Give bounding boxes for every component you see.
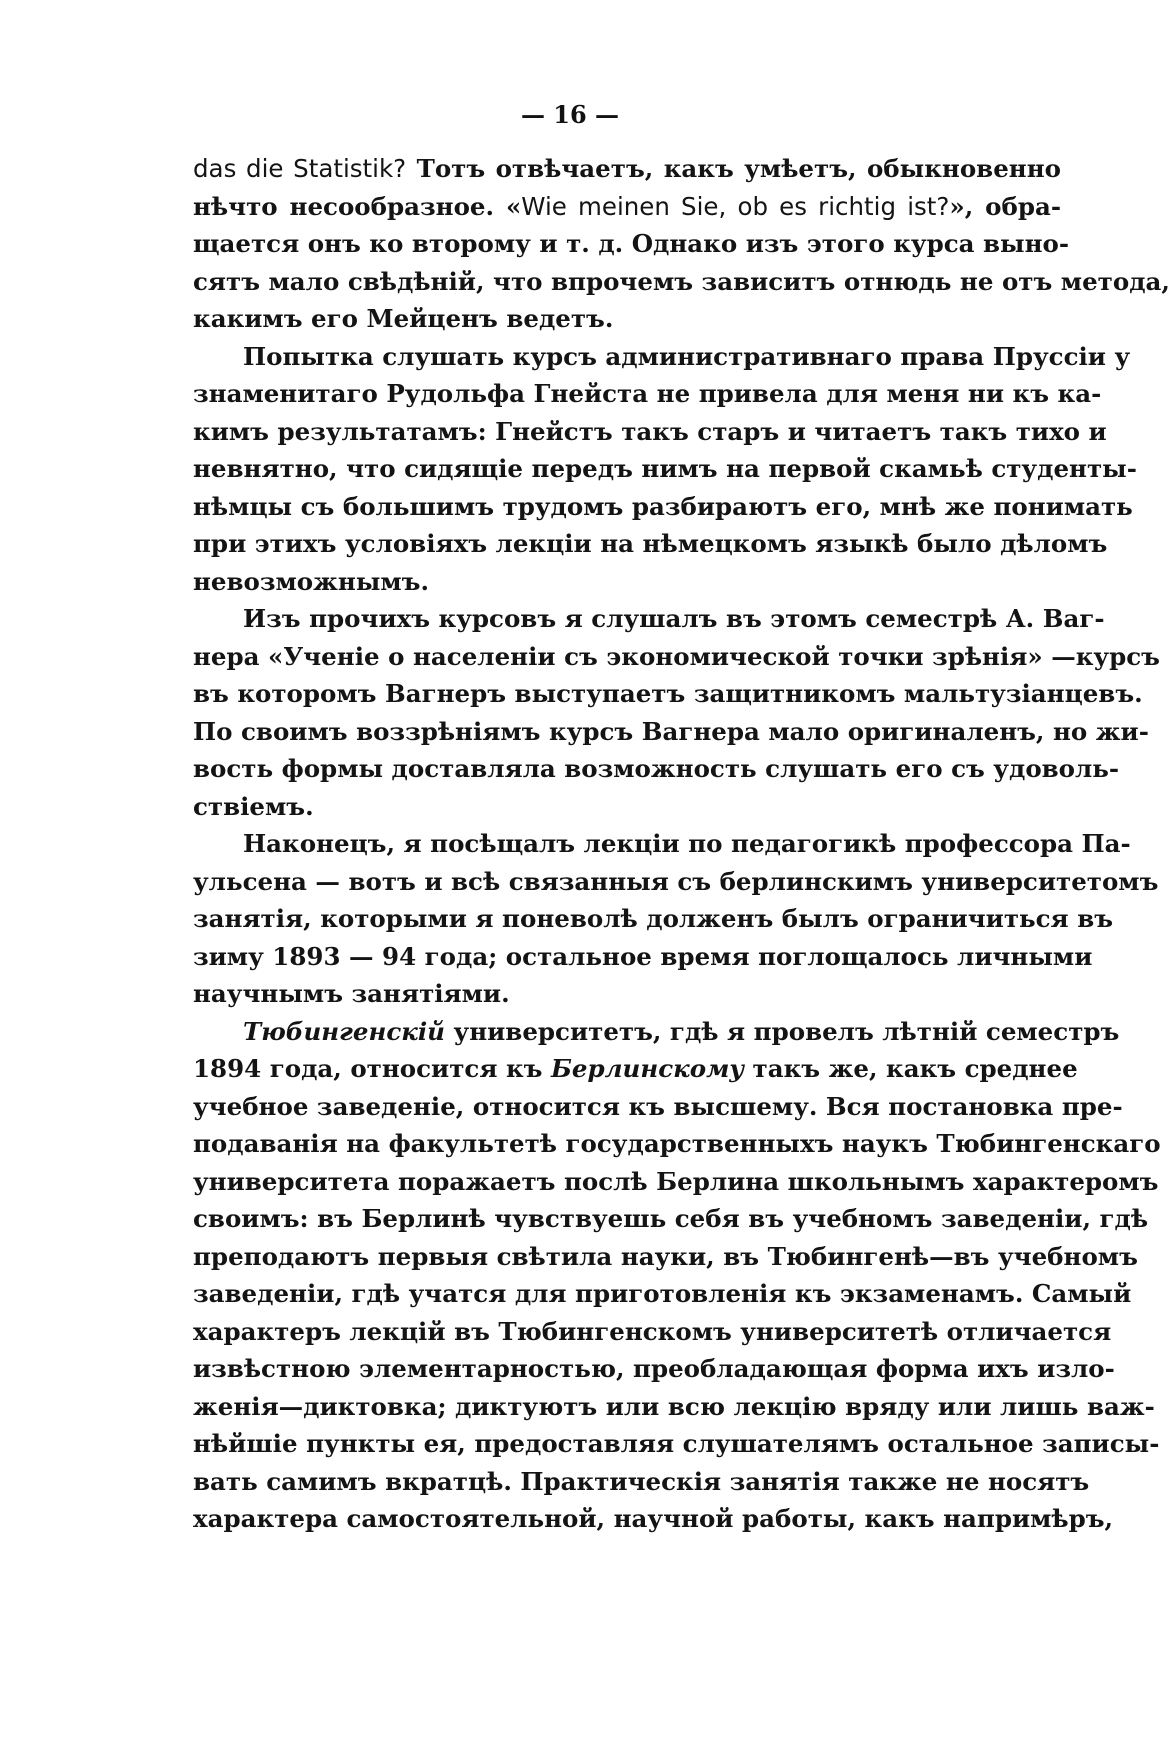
text-line — [193, 863, 1159, 901]
text-segment: своимъ: въ Берлинѣ чувствуешь себя въ учебномъ заведеніи, гдѣ — [193, 1204, 1149, 1233]
text-segment: преподаютъ первыя свѣтила науки, въ Тюбингенѣ—въ учебномъ — [193, 1241, 1138, 1271]
text-segment: Попытка слушать курсъ административнаго права Пруссіи у — [243, 341, 1131, 371]
text-segment: вость формы доставляла возможность слушать его съ удоволь- — [193, 754, 1120, 783]
text-segment: извѣстною элементарностью, преобладающая форма ихъ изло- — [193, 1354, 1115, 1383]
text-line — [193, 450, 1137, 488]
text-line — [193, 638, 1160, 676]
text-segment: Наконецъ, я посѣщалъ лекціи по педагогикѣ профессора Па- — [243, 829, 1131, 858]
text-segment: университета поражаетъ послѣ Берлина школьнымъ характеромъ — [193, 1166, 1159, 1196]
text-line — [193, 1238, 1138, 1276]
text-line — [193, 675, 1143, 713]
text-line — [193, 150, 1061, 188]
text-segment: подаванія на факультетѣ государственныхъ наукъ Тюбингенскаго — [193, 1129, 1161, 1158]
text-line — [193, 1163, 1159, 1201]
text-line — [193, 1388, 1155, 1426]
text-segment: нѣчто несообразное. « — [193, 191, 522, 221]
text-segment: учебное заведеніе, относится къ высшему. Вся постановка пре- — [193, 1091, 1123, 1121]
text-line — [193, 1050, 1078, 1088]
text-segment: университетъ, гдѣ я провелъ лѣтній семестръ — [444, 1016, 1120, 1046]
text-line — [193, 338, 1131, 376]
text-line — [193, 488, 1133, 526]
text-segment: какимъ его Мейценъ ведетъ. — [193, 304, 614, 333]
text-segment: такъ же, какъ среднее — [744, 1054, 1078, 1083]
text-line — [193, 263, 1170, 301]
text-segment: Изъ прочихъ курсовъ я слушалъ въ этомъ семестрѣ А. Ваг- — [243, 604, 1105, 633]
text-segment: заведеніи, гдѣ учатся для приготовленія къ экзаменамъ. Самый — [193, 1279, 1132, 1308]
text-line — [193, 1425, 1160, 1463]
text-line — [193, 1200, 1149, 1238]
text-segment: при этихъ условіяхъ лекціи на нѣмецкомъ языкѣ было дѣломъ — [193, 529, 1108, 558]
text-segment: сятъ мало свѣдѣній, что впрочемъ зависитъ отнюдь не отъ метода, — [193, 266, 1170, 296]
text-segment: знаменитаго Рудольфа Гнейста не привела для меня ни къ ка- — [193, 379, 1102, 408]
text-segment: кимъ результатамъ: Гнейстъ такъ старъ и читаетъ такъ тихо и — [193, 416, 1107, 446]
text-line — [193, 1463, 1090, 1501]
text-line — [193, 600, 1105, 638]
text-segment: Тотъ отвѣчаетъ, какъ умѣетъ, обыкновенно — [406, 154, 1061, 183]
text-line — [193, 1500, 1114, 1538]
text-segment: das die Statistik? — [193, 154, 407, 183]
text-line — [193, 1275, 1132, 1313]
text-line — [193, 300, 1061, 338]
text-segment: характеръ лекцій въ Тюбингенскомъ университетѣ отличается — [193, 1316, 1112, 1346]
text-segment: 1894 года, относится къ — [193, 1054, 551, 1083]
text-line — [193, 1350, 1115, 1388]
text-segment: невнятно, что сидящіе передъ нимъ на первой скамьѣ студенты- — [193, 454, 1137, 483]
text-segment: нѣмцы съ большимъ трудомъ разбираютъ его, мнѣ же понимать — [193, 491, 1133, 521]
text-segment: щается онъ ко второму и т. д. Однако изъ этого курса выно- — [193, 229, 1070, 258]
text-line — [193, 375, 1102, 413]
text-line — [193, 938, 1093, 976]
text-segment: занятія, которыми я поневолѣ долженъ былъ ограничиться въ — [193, 904, 1114, 933]
text-segment: ульсена — вотъ и всѣ связанныя съ берлинскимъ университетомъ — [193, 866, 1159, 896]
text-segment: невозможнымъ. — [193, 566, 429, 596]
text-line — [193, 750, 1120, 788]
text-segment: вать самимъ вкратцѣ. Практическія занятія также не носятъ — [193, 1466, 1090, 1496]
text-line — [193, 975, 1061, 1013]
text-line — [193, 788, 1061, 826]
text-line — [193, 225, 1070, 263]
body-text — [193, 150, 1170, 1538]
text-segment: ствіемъ. — [193, 791, 314, 821]
text-segment: нѣйшіе пункты ея, предоставляя слушателямъ остальное записы- — [193, 1429, 1160, 1458]
text-segment: характера самостоятельной, научной работы, какъ напримѣръ, — [193, 1504, 1114, 1533]
text-segment: Берлинскому — [550, 1054, 745, 1083]
text-line — [193, 713, 1149, 751]
text-segment: зиму 1893 — 94 года; остальное время поглощалось личными — [193, 941, 1093, 971]
text-line — [193, 563, 1061, 601]
text-line — [193, 1313, 1112, 1351]
text-line — [193, 1013, 1120, 1051]
text-segment: Тюбингенскій — [243, 1016, 445, 1046]
text-line — [193, 900, 1114, 938]
text-segment: Wie meinen Sie, ob es richtig ist? — [521, 191, 950, 221]
text-segment: », обра- — [949, 191, 1062, 221]
text-line — [193, 525, 1108, 563]
text-segment: По своимъ воззрѣніямъ курсъ Вагнера мало оригиналенъ, но жи- — [193, 716, 1149, 746]
text-segment: въ которомъ Вагнеръ выступаетъ защитникомъ мальтузіанцевъ. — [193, 679, 1143, 708]
text-line — [193, 825, 1131, 863]
text-line — [193, 1088, 1123, 1126]
text-line — [193, 1125, 1161, 1163]
page-number: — 16 — — [520, 100, 620, 129]
text-line — [193, 188, 1061, 226]
text-segment: научнымъ занятіями. — [193, 979, 510, 1008]
text-line — [193, 413, 1107, 451]
text-segment: нера «Ученіе о населеніи съ экономической точки зрѣнія» —курсъ — [193, 641, 1160, 671]
text-segment: женія—диктовка; диктуютъ или всю лекцію вряду или лишь важ- — [193, 1391, 1155, 1421]
